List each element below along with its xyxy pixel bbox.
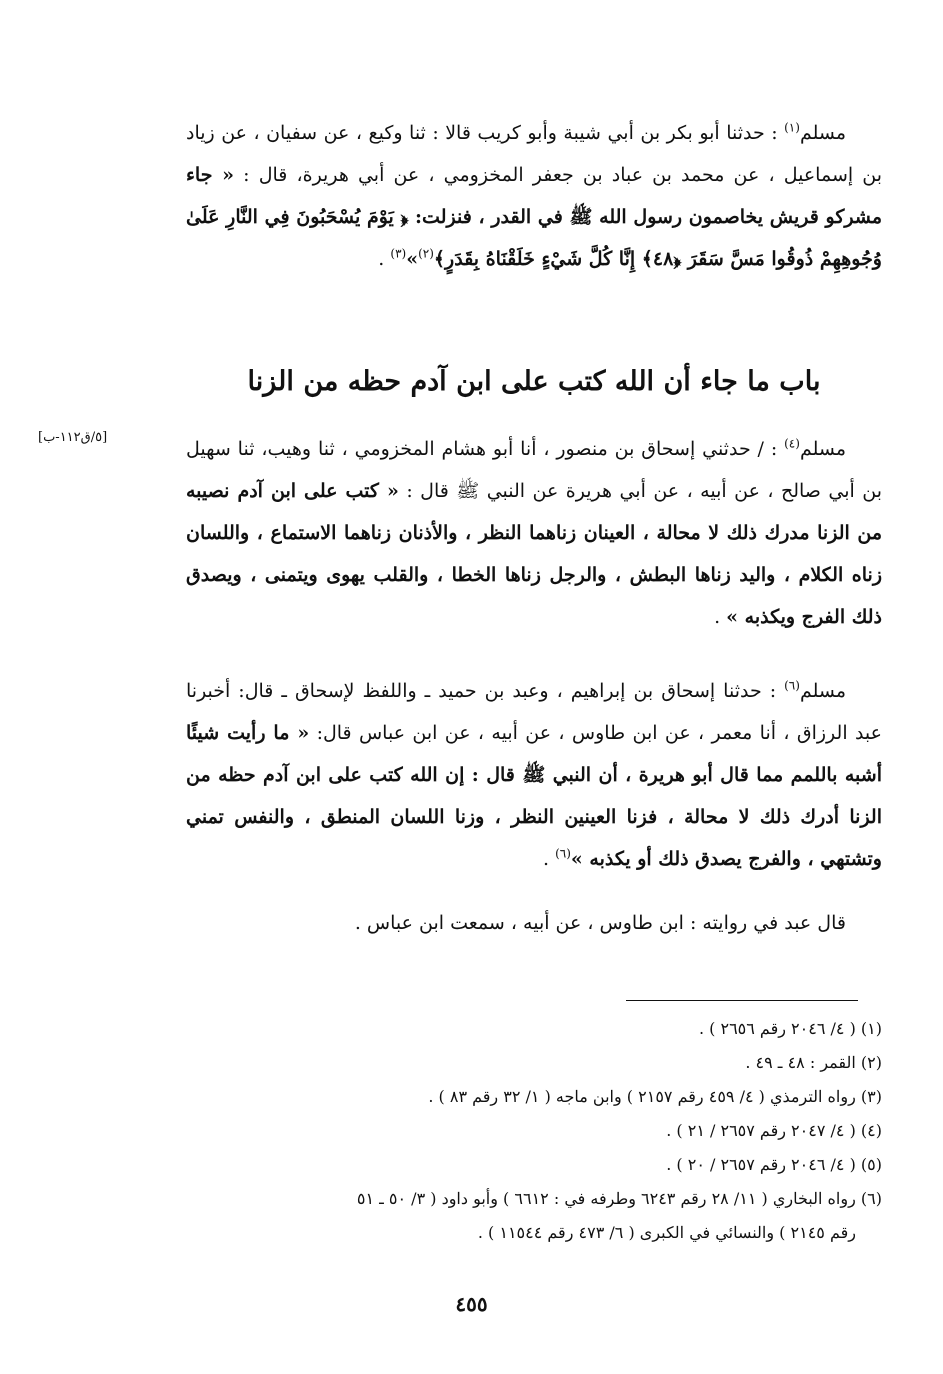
matn-close: » [406, 248, 419, 270]
footnote-5: (٥) ( ٤/ ٢٠٤٦ رقم ٢٦٥٧ / ٢٠ ) . [666, 1155, 882, 1174]
hadith-block-2 [186, 428, 882, 638]
matn-text: « ما رأيت شيئًا أشبه باللمم مما قال أبو هريرة ، أن النبي ﷺ قال : إن الله كتب على ابن آدم حظه من الزنا أدرك ذلك لا محالة ، فزنا العينين النظر ، وزنا اللسان المنطق ، والنفس تمني وتشتهي ، والفرج يصدق ذلك أو يكذبه » [186, 722, 882, 870]
footnote-ref-1[interactable]: (١) [784, 120, 800, 135]
page-number: ٤٥٥ [455, 1292, 488, 1316]
source-name: مسلم [799, 680, 846, 702]
footnote-4: (٤) ( ٤/ ٢٠٤٧ رقم ٢٦٥٧ / ٢١ ) . [666, 1121, 882, 1140]
footnote-ref-6[interactable]: (٦) [555, 846, 571, 861]
narration-note-text: قال عبد في روايته : ابن طاوس ، عن أبيه ، سمعت ابن عباس . [354, 912, 846, 934]
isnad-text: : حدثنا إسحاق بن إبراهيم ، وعبد بن حميد ـ واللفظ لإسحاق ـ قال: أخبرنا عبد الرزاق ، أنا معمر ، عن ابن طاوس ، عن أبيه ، عن ابن عباس قال: [186, 680, 883, 744]
chapter-heading: باب ما جاء أن الله كتب على ابن آدم حظه من الزنا [247, 366, 821, 397]
hadith-paragraph-2 [186, 428, 882, 638]
footnote-6: (٦) رواه البخاري ( ١١/ ٢٨ رقم ٦٢٤٣ وطرفه في : ٦٦١٢ ) وأبو داود ( ٣/ ٥٠ ـ ٥١ [356, 1189, 882, 1208]
footnotes [186, 1012, 882, 1250]
footnote-ref-5[interactable]: (٦) [784, 678, 800, 693]
matn-text: « كتب على ابن آدم نصيبه من الزنا مدرك ذلك لا محالة ، العينان زناهما النظر ، والأذنان زناهما الاستماع ، واللسان زناه الكلام ، واليد زناها البطش ، والرجل زناها الخطا ، والقلب يهوى ويتمنى ، ويصدق ذلك الفرج ويكذبه » [186, 480, 882, 628]
isnad-text: : / حدثني إسحاق بن منصور ، أنا أبو هشام المخزومي ، ثنا وهيب، ثنا سهيل بن أبي صالح ، عن أبيه ، عن أبي هريرة عن النبي ﷺ قال : [186, 438, 882, 502]
footnote-2: (٢) القمر : ٤٨ ـ ٤٩ . [745, 1053, 882, 1072]
footnote-ref-3[interactable]: (٣) [390, 246, 407, 261]
footnote-6-continued: رقم ٢١٤٥ ) والنسائي في الكبرى ( ٦/ ٤٧٣ رقم ١١٥٤٤ ) . [477, 1223, 856, 1242]
footnote-ref-4[interactable]: (٤) [784, 436, 800, 451]
hadith-block-1 [186, 112, 882, 280]
source-name: مسلم [799, 438, 846, 460]
matn-text: « جاء مشركو قريش يخاصمون رسول الله ﷺ في القدر ، فنزلت: ﴿ يَوْمَ يُسْحَبُونَ فِي النَّارِ عَلَىٰ وُجُوهِهِمْ ذُوقُوا مَسَّ سَقَرَ ﴿٤٨﴾ إِنَّا كُلَّ شَيْءٍ خَلَقْنَاهُ بِقَدَرٍ﴾ [186, 164, 882, 270]
footnote-3: (٣) رواه الترمذي ( ٤/ ٤٥٩ رقم ٢١٥٧ ) وابن ماجه ( ١/ ٣٢ رقم ٨٣ ) . [428, 1087, 882, 1106]
hadith-paragraph-1 [186, 112, 882, 280]
isnad-text: : حدثنا أبو بكر بن أبي شيبة وأبو كريب قالا : ثنا وكيع ، عن سفيان ، عن زياد بن إسماعيل ، عن محمد بن عباد بن جعفر المخزومي ، عن أبي هريرة، قال : [186, 122, 883, 186]
footnote-1: (١) ( ٤/ ٢٠٤٦ رقم ٢٦٥٦ ) . [698, 1019, 882, 1038]
narration-note [186, 902, 882, 944]
hadith-block-4 [186, 902, 882, 944]
source-name: مسلم [799, 122, 846, 144]
paragraph-end: . [378, 248, 385, 270]
paragraph-end: . [542, 848, 550, 870]
footnote-ref-2[interactable]: (٢) [418, 246, 434, 261]
manuscript-folio-note: [٥/ق١١٢-ب] [38, 430, 108, 445]
paragraph-end: . [714, 606, 721, 628]
footnote-separator [626, 1000, 858, 1001]
hadith-paragraph-3 [186, 670, 882, 880]
hadith-block-3 [186, 670, 882, 880]
